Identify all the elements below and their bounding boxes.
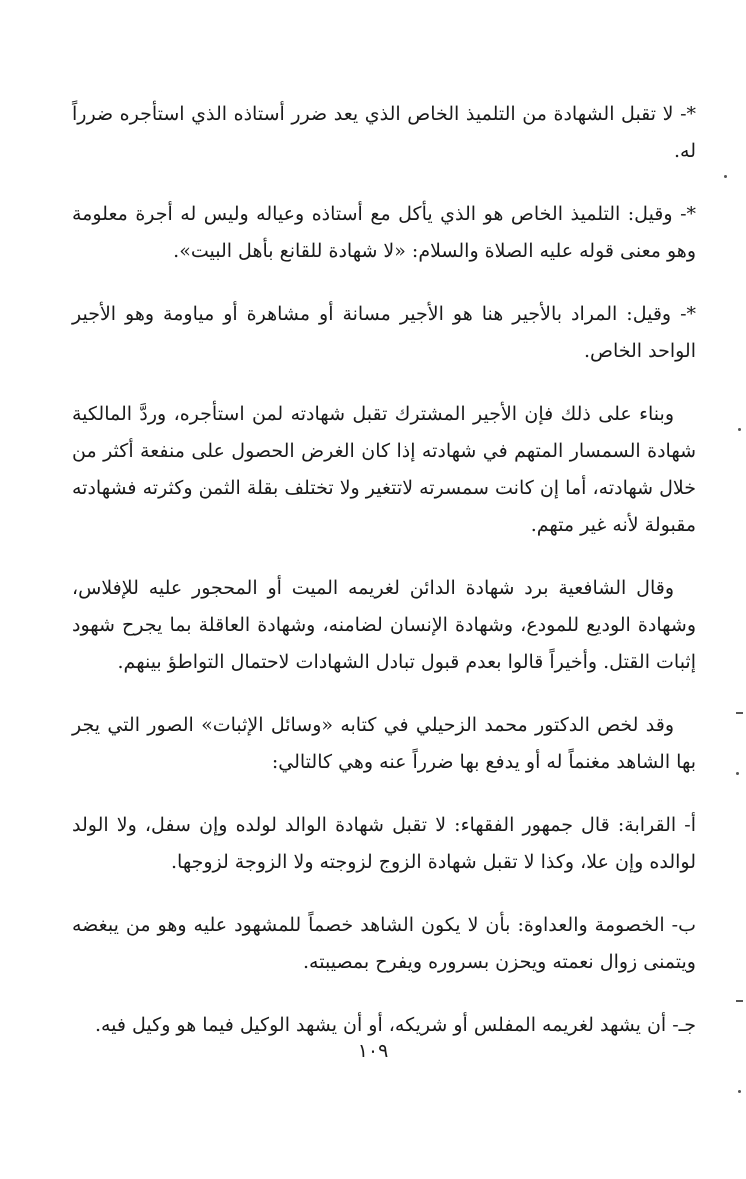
paragraph-8: ب- الخصومة والعداوة: بأن لا يكون الشاهد خصماً للمشهود عليه وهو من يبغضه ويتمنى زوال نعمته ويحزن بسروره ويفرح بمصيبته. [72, 914, 696, 973]
scan-speck [736, 1000, 743, 1002]
paragraph-1: *- لا تقبل الشهادة من التلميذ الخاص الذي يعد ضرر أستاذه الذي استأجره ضرراً له. [72, 103, 696, 162]
scan-speck [724, 175, 727, 178]
paragraph-6: وقد لخص الدكتور محمد الزحيلي في كتابه «وسائل الإثبات» الصور التي يجر بها الشاهد مغنماً له أو يدفع بها ضرراً عنه وهي كالتالي: [72, 714, 696, 773]
paragraph-3: *- وقيل: المراد بالأجير هنا هو الأجير مسانة أو مشاهرة أو مياومة وهو الأجير الواحد الخاص. [72, 303, 696, 362]
scan-speck [738, 428, 741, 431]
paragraph-2: *- وقيل: التلميذ الخاص هو الذي يأكل مع أستاذه وعياله وليس له أجرة معلومة وهو معنى قوله عليه الصلاة والسلام: «لا شهادة للقانع بأهل البيت». [72, 203, 696, 262]
scan-speck [736, 712, 743, 714]
paragraph-4: وبناء على ذلك فإن الأجير المشترك تقبل شهادته لمن استأجره، وردَّ المالكية شهادة السمسار المتهم في شهادته إذا كان الغرض الحصول على منفعة أكثر من خلال شهادته، أما إن كانت سمسرته لاتتغير ولا تختلف بقلة الثمن وكثرته فشهادته مقبولة لأنه غير متهم. [72, 403, 696, 536]
paragraph-9: جـ- أن يشهد لغريمه المفلس أو شريكه، أو أن يشهد الوكيل فيما هو وكيل فيه. [94, 1014, 696, 1036]
paragraph-5: وقال الشافعية برد شهادة الدائن لغريمه الميت أو المحجور عليه للإفلاس، وشهادة الوديع للمودع، وشهادة الإنسان لضامنه، وشهادة العاقلة بما يجرح شهود إثبات القتل. وأخيراً قالوا بعدم قبول تبادل الشهادات لاحتمال التواطؤ بينهم. [72, 577, 696, 673]
paragraph-7: أ- القرابة: قال جمهور الفقهاء: لا تقبل شهادة الوالد لولده وإن سفل، ولا الولد لوالده وإن علا، وكذا لا تقبل شهادة الزوج لزوجته ولا الزوجة لزوجها. [72, 814, 696, 873]
page-number: ١٠٩ [357, 1040, 389, 1062]
scan-speck [738, 1090, 741, 1093]
scan-speck [736, 772, 739, 775]
page-body [72, 96, 696, 1070]
